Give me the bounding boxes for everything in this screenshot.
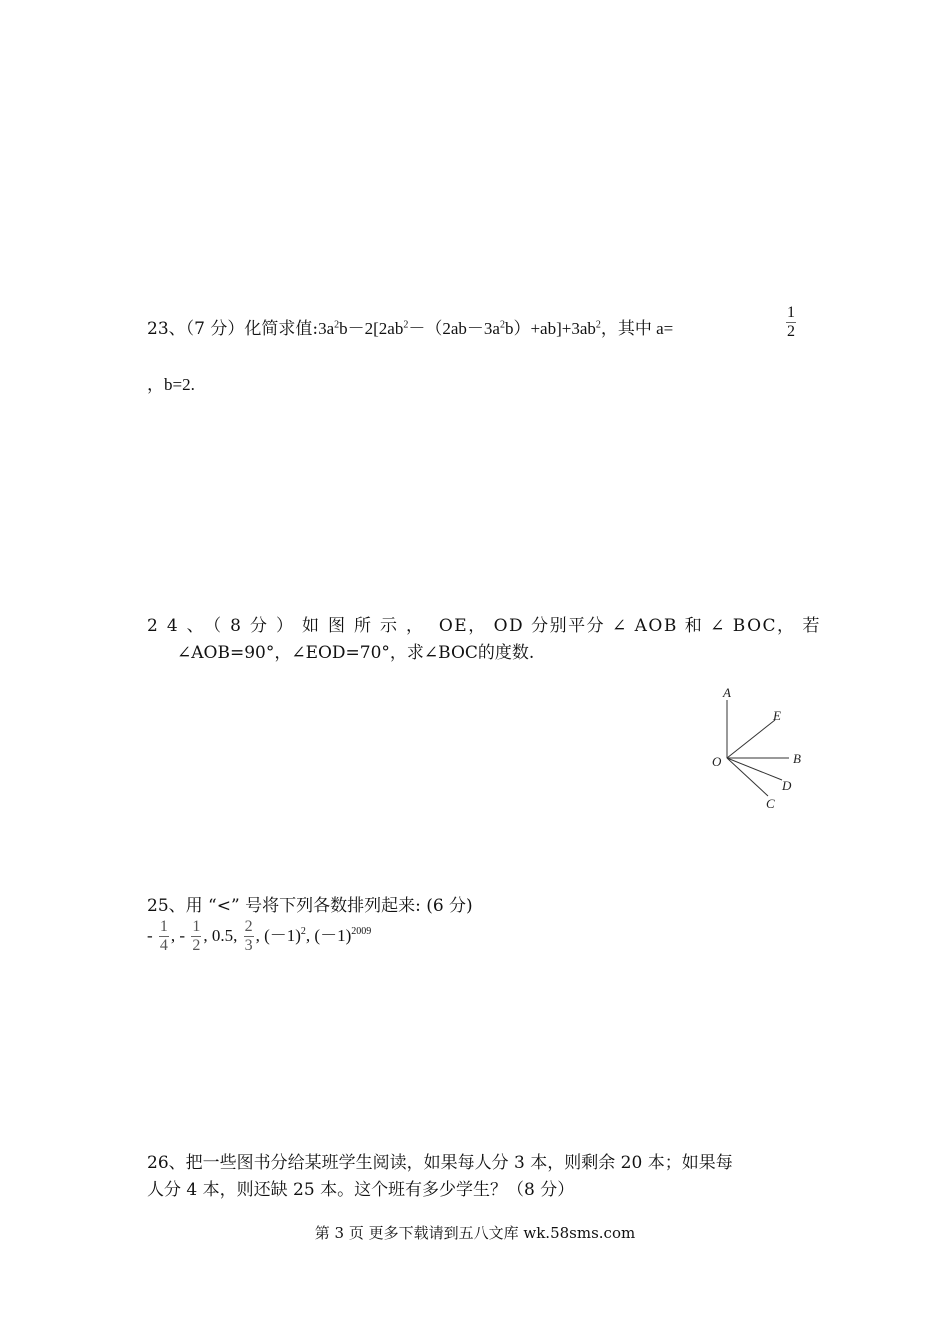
question-23: [147, 314, 673, 339]
ray-od: [727, 758, 782, 780]
label-b: B: [793, 751, 801, 766]
label-d: D: [782, 778, 792, 793]
fraction-one-half: $\frac{1}{2}$: [192, 918, 201, 955]
q24-mid: OE， OD 分别平分 ∠ AOB 和 ∠ BOC， 若: [431, 616, 821, 636]
label-e: E: [773, 708, 781, 723]
question-26-line-1: 26、把一些图书分给某班学生阅读，如果每人分 3 本，则剩余 20 本；如果每: [147, 1153, 733, 1173]
ray-oe: [727, 720, 775, 758]
question-25-line-1: 25、用 “<” 号将下列各数排列起来: (6 分): [147, 896, 473, 916]
page-footer: 第 3 页 更多下载请到五八文库 wk.58sms.com: [314, 1224, 636, 1242]
angle-figure: [705, 684, 815, 814]
ray-oc: [727, 758, 768, 796]
fraction-two-thirds: $\frac{2}{3}$: [244, 918, 253, 955]
label-a: A: [723, 685, 731, 700]
q23-continuation: ，b=2.: [147, 375, 195, 394]
q23-expression: $3a^2b-2[2ab^2-(2ab-3a^2b)+ab]+3ab^2$，其中 a=: [318, 319, 674, 338]
question-25-numbers: - $\frac{1}{4}$ , - $\frac{1}{2}$ , 0.5, $\frac{2}{3}$ , $(-1)^2$, $(-1)^{2009}$: [147, 918, 372, 955]
q23-lead: 23、（7 分）化简求值:: [147, 319, 319, 339]
question-24-line-1: [147, 611, 821, 636]
q23-fraction-a: $\frac{1}{2}$: [787, 304, 795, 341]
question-24-line-2: ∠AOB=90°，∠EOD=70°，求∠BOC的度数.: [177, 643, 535, 663]
question-26-line-2: 人分 4 本，则还缺 25 本。这个班有多少学生？（8 分）: [147, 1180, 575, 1200]
q24-lead: 24、（8分）如图所示，: [147, 616, 432, 636]
label-c: C: [766, 796, 775, 811]
label-o: O: [712, 754, 722, 769]
fraction-one-quarter: $\frac{1}{4}$: [159, 918, 168, 955]
